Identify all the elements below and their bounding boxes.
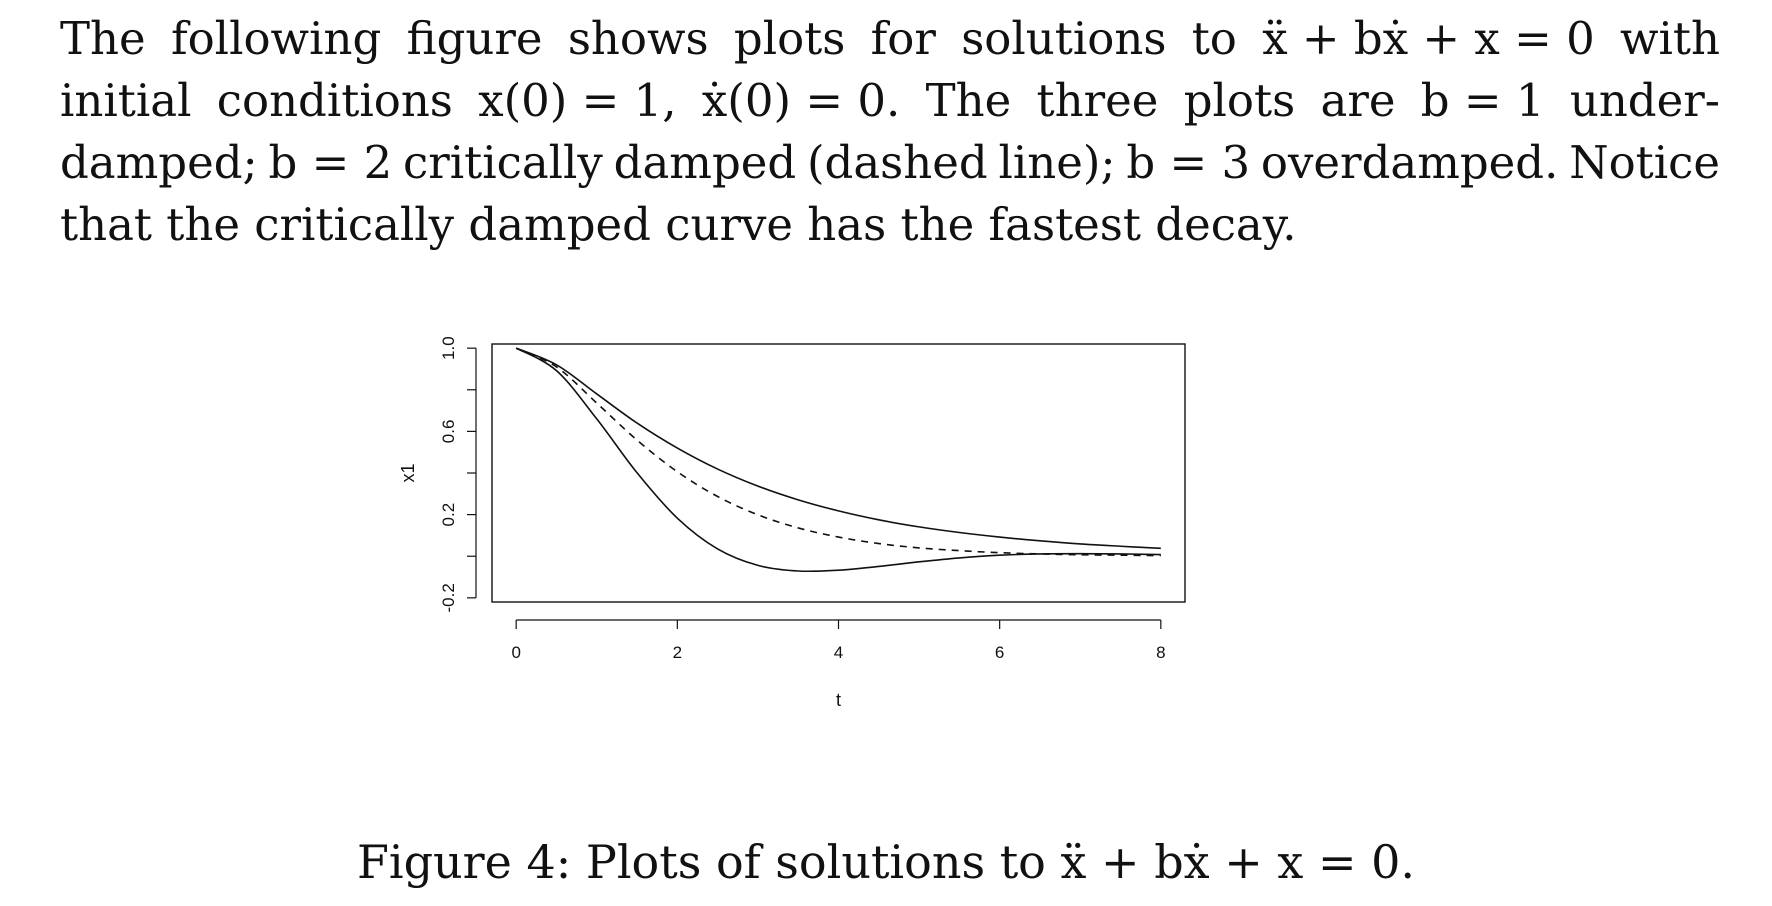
paragraph-word: line); (998, 136, 1116, 189)
paragraph-word: plots (733, 12, 846, 65)
paragraph-word: solutions (961, 12, 1167, 65)
x-tick-label: 6 (994, 643, 1005, 662)
paragraph-word: damped (613, 136, 797, 189)
x-tick-label: 0 (511, 643, 521, 662)
paragraph-word: b = 2 (268, 136, 393, 189)
paragraph-word: plots (1183, 74, 1296, 127)
x-tick-label: 4 (833, 643, 844, 662)
body-paragraph (60, 8, 1720, 256)
paragraph-word: x(0) = 1, (478, 74, 677, 127)
x-axis-label: t (835, 690, 842, 710)
paragraph-word: for (870, 12, 936, 65)
paragraph-word: damped; (60, 136, 258, 189)
paragraph-word: ẋ(0) = 0. (701, 74, 901, 127)
paragraph-line-4: that the critically damped curve has the fastest decay. (60, 198, 1297, 251)
plot-frame (492, 344, 1185, 602)
x-tick-label: 8 (1156, 643, 1166, 662)
paragraph-word: The (60, 12, 146, 65)
paragraph-word: to (1191, 12, 1237, 65)
x-tick-label: 2 (672, 643, 683, 662)
paragraph-word: following (170, 12, 382, 65)
y-tick-label: 1.0 (439, 336, 458, 360)
paragraph-word: (dashed (806, 136, 988, 189)
damping-plot (398, 336, 1380, 810)
paragraph-word: b = 3 (1126, 136, 1251, 189)
paragraph-word: critically (403, 136, 603, 189)
paragraph-word: conditions (216, 74, 453, 127)
y-tick-label: 0.2 (439, 502, 458, 527)
figure-caption: Figure 4: Plots of solutions to ẍ + bẋ + x = 0. (356, 835, 1416, 889)
paragraph-word: overdamped. (1260, 136, 1559, 189)
paragraph-line-1 (60, 8, 1720, 70)
series-line-2 (516, 348, 1161, 555)
paragraph-word: are (1320, 74, 1396, 127)
paragraph-word: with (1620, 12, 1720, 65)
y-tick-label: 0.6 (439, 419, 458, 444)
paragraph-word: three (1036, 74, 1159, 127)
paragraph-word: figure (406, 12, 543, 65)
paragraph-word: ẍ + bẋ + x = 0 (1262, 12, 1595, 65)
paragraph-word: shows (567, 12, 709, 65)
paragraph-line-2 (60, 70, 1720, 132)
paragraph-word: under- (1569, 74, 1720, 127)
paragraph-line-3 (60, 132, 1720, 194)
series-line-3 (516, 348, 1161, 548)
y-tick-label: -0.2 (439, 583, 458, 613)
y-axis-label: x1 (398, 463, 418, 483)
paragraph-word: b = 1 (1420, 74, 1545, 127)
paragraph-word: Notice (1569, 136, 1720, 189)
paragraph-word: The (925, 74, 1012, 127)
chart-svg (398, 336, 1380, 810)
paragraph-word: initial (60, 74, 192, 127)
